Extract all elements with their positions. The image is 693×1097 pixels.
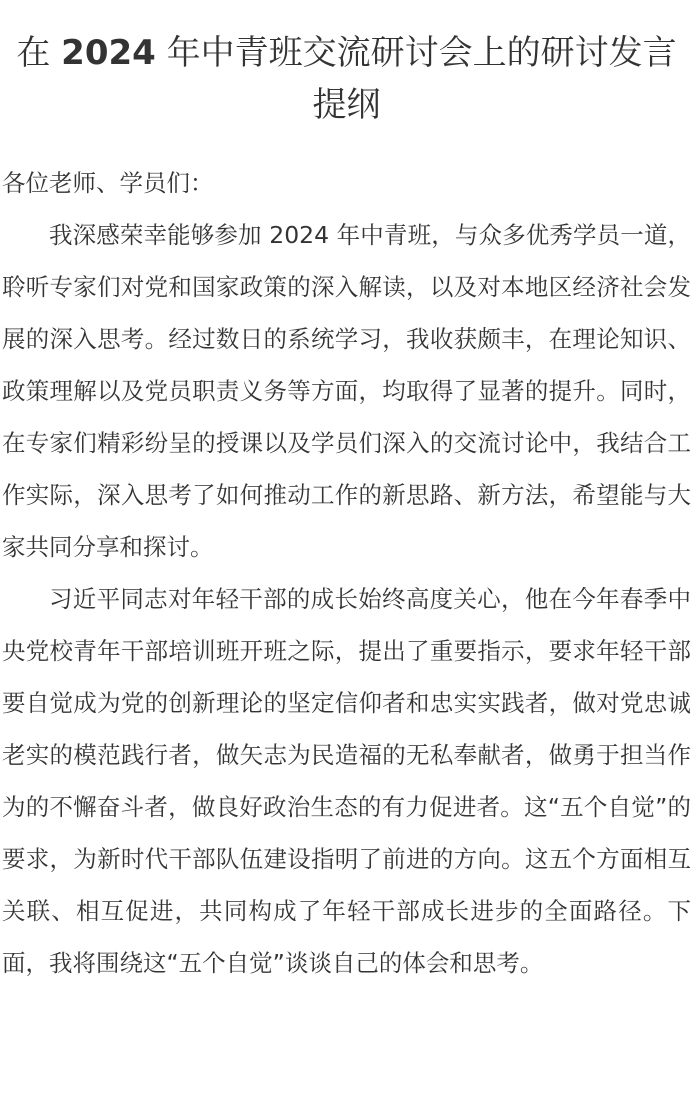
title-suffix: 年中青班交流研讨会上的研讨发言提纲 [155, 33, 677, 125]
salutation: 各位老师、学员们： [2, 169, 214, 197]
title-year: 2024 [61, 33, 156, 73]
paragraph-2: 习近平同志对年轻干部的成长始终高度关心，他在今年春季中央党校青年干部培训班开班之际，提出了重要指示，要求年轻干部要自觉成为党的创新理论的坚定信仰者和忠实实践者，做对党忠诚老实的模范践行者，做矢志为民造福的无私奉献者，做勇于担当作为的不懈奋斗者，做良好政治生态的有力促进者。这“五个自觉”的要求，为新时代干部队伍建设指明了前进的方向。这五个方面相互关联、相互促进，共同构成了年轻干部成长进步的全面路径。下面，我将围绕这“五个自觉”谈谈自己的体会和思考。 [2, 585, 691, 977]
document-body [2, 157, 691, 989]
document-title [2, 0, 691, 131]
title-prefix: 在 [16, 33, 62, 73]
paragraph-1: 我深感荣幸能够参加 2024 年中青班，与众多优秀学员一道，聆听专家们对党和国家政策的深入解读，以及对本地区经济社会发展的深入思考。经过数日的系统学习，我收获颇丰，在理论知识、政策理解以及党员职责义务等方面，均取得了显著的提升。同时，在专家们精彩纷呈的授课以及学员们深入的交流讨论中，我结合工作实际，深入思考了如何推动工作的新思路、新方法，希望能与大家共同分享和探讨。 [2, 221, 691, 561]
